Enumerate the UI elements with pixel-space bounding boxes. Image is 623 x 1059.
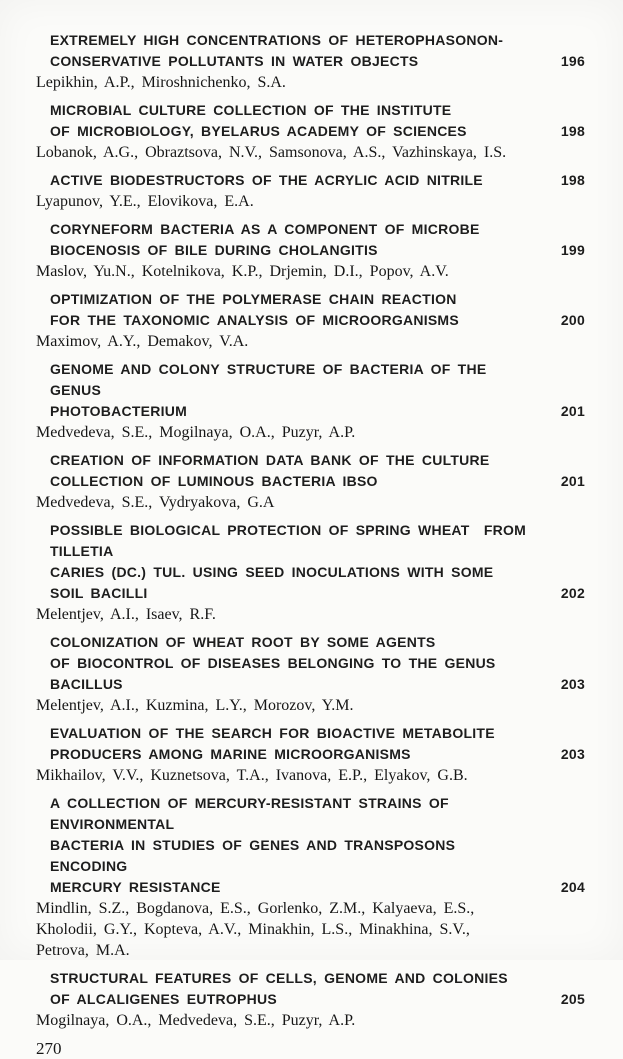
entry-title — [50, 793, 528, 898]
entry-title-block — [0, 30, 623, 72]
title-line: CONSERVATIVE POLLUTANTS IN WATER OBJECTS — [50, 53, 419, 69]
author-line: Lobanok, A.G., Obraztsova, N.V., Samsonova, A.S., Vazhinskaya, I.S. — [36, 144, 507, 161]
entry-authors — [0, 142, 623, 163]
author-line: Kholodii, G.Y., Kopteva, A.V., Minakhin, L.S., Minakhina, S.V., — [36, 921, 470, 938]
entry-title-block — [0, 289, 623, 331]
entry-authors — [0, 695, 623, 716]
entry-authors — [0, 261, 623, 282]
title-line: POSSIBLE BIOLOGICAL PROTECTION OF SPRING WHEAT FROM TILLETIA — [50, 522, 534, 559]
entry-page-number: 201 — [560, 403, 585, 419]
entry-page-number: 196 — [560, 53, 585, 69]
title-line: OF ALCALIGENES EUTROPHUS — [50, 991, 277, 1007]
title-line: OPTIMIZATION OF THE POLYMERASE CHAIN REACTION — [50, 291, 457, 307]
entry-title — [50, 450, 528, 492]
entry-title — [50, 632, 528, 695]
author-line: Maslov, Yu.N., Kotelnikova, K.P., Drjemin, D.I., Popov, A.V. — [36, 263, 449, 280]
title-line: A COLLECTION OF MERCURY-RESISTANT STRAINS OF ENVIRONMENTAL — [50, 795, 456, 832]
title-line: OF MICROBIOLOGY, BYELARUS ACADEMY OF SCIENCES — [50, 123, 467, 139]
author-line: Petrova, M.A. — [36, 942, 130, 959]
toc-list — [0, 30, 623, 1031]
entry-title-block — [0, 793, 623, 898]
entry-authors — [0, 492, 623, 513]
title-line: COLONIZATION OF WHEAT ROOT BY SOME AGENTS — [50, 634, 436, 650]
author-line: Melentjev, A.I., Kuzmina, L.Y., Morozov, Y.M. — [36, 697, 354, 714]
title-line: CARIES (DC.) TUL. USING SEED INOCULATIONS WITH SOME SOIL BACILLI — [50, 564, 501, 601]
author-line: Medvedeva, S.E., Vydryakova, G.A — [36, 494, 275, 511]
toc-entry — [0, 170, 623, 212]
folio-page-number: 270 — [36, 1039, 62, 1058]
entry-title-block — [0, 520, 623, 604]
title-line: MERCURY RESISTANCE — [50, 879, 221, 895]
entry-authors — [0, 191, 623, 212]
entry-authors — [0, 1010, 623, 1031]
entry-title — [50, 520, 534, 604]
title-line: CORYNEFORM BACTERIA AS A COMPONENT OF MICROBE — [50, 221, 480, 237]
toc-entry — [0, 793, 623, 961]
entry-title — [50, 723, 528, 765]
author-line: Medvedeva, S.E., Mogilnaya, O.A., Puzyr, A.P. — [36, 424, 356, 441]
author-line: Lepikhin, A.P., Miroshnichenko, S.A. — [36, 74, 286, 91]
toc-entry — [0, 289, 623, 352]
entry-page-number: 205 — [560, 991, 585, 1007]
toc-entry — [0, 968, 623, 1031]
title-line: EVALUATION OF THE SEARCH FOR BIOACTIVE METABOLITE — [50, 725, 495, 741]
author-line: Maximov, A.Y., Demakov, V.A. — [36, 333, 249, 350]
entry-page-number: 200 — [560, 312, 585, 328]
entry-title-block — [0, 968, 623, 1010]
title-line: FOR THE TAXONOMIC ANALYSIS OF MICROORGANISMS — [50, 312, 459, 328]
title-line: BACTERIA IN STUDIES OF GENES AND TRANSPOSONS ENCODING — [50, 837, 463, 874]
author-line: Melentjev, A.I., Isaev, R.F. — [36, 606, 216, 623]
author-line: Mikhailov, V.V., Kuznetsova, T.A., Ivanova, E.P., Elyakov, G.B. — [36, 767, 468, 784]
entry-title — [50, 289, 528, 331]
entry-title — [50, 219, 528, 261]
entry-page-number: 203 — [560, 676, 585, 692]
title-line: PHOTOBACTERIUM — [50, 403, 188, 419]
entry-authors — [0, 72, 623, 93]
toc-entry — [0, 219, 623, 282]
toc-entry — [0, 723, 623, 786]
toc-entry — [0, 450, 623, 513]
entry-title-block — [0, 450, 623, 492]
entry-authors — [0, 765, 623, 786]
entry-title — [50, 359, 528, 422]
entry-title — [50, 170, 528, 191]
toc-entry — [0, 359, 623, 443]
toc-entry — [0, 100, 623, 163]
toc-entry — [0, 520, 623, 625]
entry-title-block — [0, 632, 623, 695]
entry-page-number: 198 — [560, 123, 585, 139]
entry-title-block — [0, 100, 623, 142]
title-line: CREATION OF INFORMATION DATA BANK OF THE CULTURE — [50, 452, 490, 468]
toc-entry — [0, 30, 623, 93]
toc-entry — [0, 632, 623, 716]
entry-title — [50, 100, 528, 142]
entry-authors — [0, 604, 623, 625]
title-line: COLLECTION OF LUMINOUS BACTERIA IBSO — [50, 473, 378, 489]
entry-page-number: 204 — [560, 879, 585, 895]
entry-page-number: 202 — [560, 585, 585, 601]
title-line: EXTREMELY HIGH CONCENTRATIONS OF HETEROPHASONON- — [50, 32, 504, 48]
author-line: Mindlin, S.Z., Bogdanova, E.S., Gorlenko, Z.M., Kalyaeva, E.S., — [36, 900, 475, 917]
title-line: MICROBIAL CULTURE COLLECTION OF THE INSTITUTE — [50, 102, 452, 118]
title-line: PRODUCERS AMONG MARINE MICROORGANISMS — [50, 746, 411, 762]
entry-title — [50, 30, 528, 72]
entry-title-block — [0, 219, 623, 261]
entry-title-block — [0, 723, 623, 765]
entry-authors — [0, 898, 623, 961]
title-line: ACTIVE BIODESTRUCTORS OF THE ACRYLIC ACID NITRILE — [50, 172, 483, 188]
entry-page-number: 201 — [560, 473, 585, 489]
title-line: STRUCTURAL FEATURES OF CELLS, GENOME AND COLONIES — [50, 970, 508, 986]
title-line: GENOME AND COLONY STRUCTURE OF BACTERIA OF THE GENUS — [50, 361, 494, 398]
author-line: Lyapunov, Y.E., Elovikova, E.A. — [36, 193, 254, 210]
entry-page-number: 203 — [560, 746, 585, 762]
entry-title — [50, 968, 528, 1010]
author-line: Mogilnaya, O.A., Medvedeva, S.E., Puzyr, A.P. — [36, 1012, 356, 1029]
title-line: BIOCENOSIS OF BILE DURING CHOLANGITIS — [50, 242, 378, 258]
entry-page-number: 198 — [560, 172, 585, 188]
entry-title-block — [0, 170, 623, 191]
entry-authors — [0, 422, 623, 443]
title-line: OF BIOCONTROL OF DISEASES BELONGING TO THE GENUS BACILLUS — [50, 655, 503, 692]
entry-authors — [0, 331, 623, 352]
entry-page-number: 199 — [560, 242, 585, 258]
entry-title-block — [0, 359, 623, 422]
